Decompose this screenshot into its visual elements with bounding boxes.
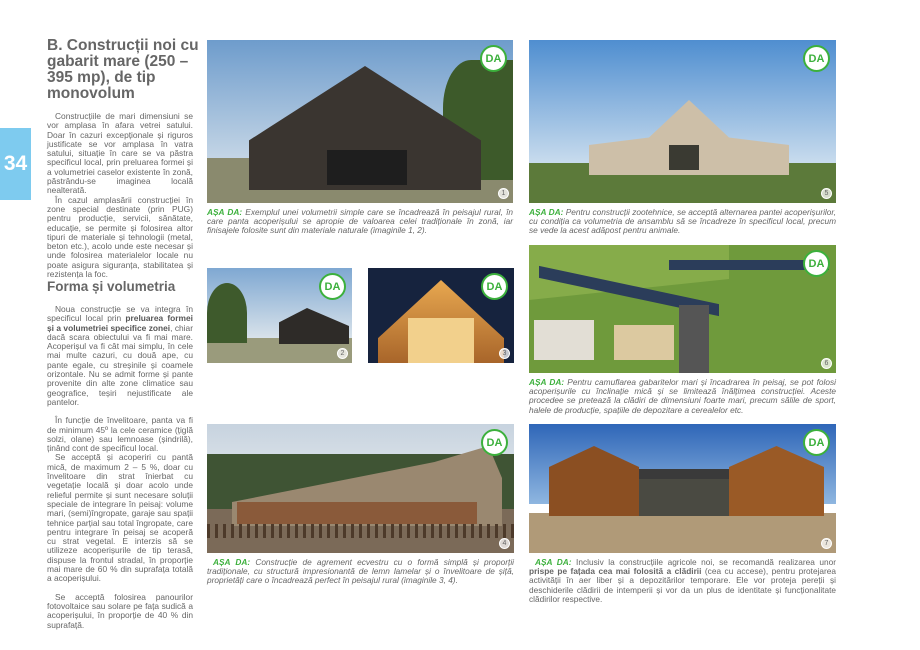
caption-images-1-2 [207,208,513,236]
caption-text: (cea cu accese), pentru protejarea activității în aer liber și a depozitărilor temporare. Ele vor proteja pereții și deschiderile clădirii de intemperii și vor da un plus de identitate și funcționalitate clădirilor respective. [529,566,837,604]
image-number: 7 [821,538,832,549]
da-badge [803,250,830,277]
badge-label: DA [486,436,503,449]
form-text [47,305,193,630]
image-number: 1 [498,188,509,199]
photo-barn-1 [207,40,513,203]
intro-text [47,112,193,279]
da-badge [803,429,830,456]
caption-label: AȘA DA: [213,557,251,567]
paragraph: În funcție de învelitoare, panta va fi de minimum 45º la cele ceramice (țiglă solzi, olane) sau lemnoase (șindrilă), ținând cont de specificul local. [47,415,193,454]
caption-image-5 [529,208,836,236]
badge-label: DA [808,52,825,65]
caption-text: Construcție de agrement ecvestru cu o formă simplă și proporții tradiționale, cu structură impresionantă de lemn lamelar și o învelitoare de șiță, proprietăți care o încadrează perfect în peisajul rural (imaginile 3, 4). [207,557,515,586]
photo-timber-structure [368,268,514,363]
caption-label: AȘA DA: [529,207,564,217]
badge-label: DA [808,257,825,270]
caption-image-7 [529,558,836,604]
badge-label: DA [808,436,825,449]
da-badge [480,45,507,72]
caption-label: AȘA DA: [207,207,243,217]
photo-equestrian-building [207,424,514,553]
page-number-tab [0,128,31,200]
intro-paragraph: Construcțiile de mari dimensiuni se vor amplasa în afara vetrei satului. Doar în cazuri excepționale și riguros justificate se vor amplasa în vatra satului, situație în care se va păstra specificul local, prin preluarea formei și a volumetriei caselor existente în zonă, păstrându-se imaginea locală nealterată. [47,111,193,196]
page-number: 34 [3,152,28,175]
da-badge [481,273,508,300]
text: Noua construcție se va integra în specificul local prin [47,304,193,324]
image-number: 6 [821,358,832,369]
bold-text: preluarea formei și a volumetriei specifice zonei [47,313,193,333]
caption-bold-text: prispe pe fațada cea mai folosită a clădirii [529,566,702,577]
photo-barn-2 [207,268,352,363]
da-badge [803,45,830,72]
photo-green-roof [529,245,836,373]
paragraph: Se acceptă și acoperiri cu pantă mică, de maximum 2 – 5 %, doar cu învelitoare din strat înierbat cu vegetație locală și doar acolo unde relieful permite și sunt necesare soluții speciale de integrare în peisaj: volume mari, (semi)îngropate, garaje sau spații tehnice parțial sau total îngropate, care pentru integrare în peisaj se acoperă cu strat vegetal. E interzis să se utilizeze acoperișurile de tip terasă, dispuse la frontul stradal, în proporție mai mare de 60 % din suprafața totală a acoperișului. [47,452,193,584]
da-badge [481,429,508,456]
badge-label: DA [486,280,503,293]
image-number: 5 [821,188,832,199]
image-number: 4 [499,538,510,549]
caption-image-6 [529,378,836,415]
caption-label: AȘA DA: [529,377,565,387]
intro-paragraph: În cazul amplasării construcției în zone special destinate (prin PUG) pentru producție, servicii, sănătate, educație, se permite și folosirea altor tipuri de materiale și tehnologii (metal, beton etc.), acolo unde este necesar și unde folosirea materialelor locale nu poate asigura siguranța, stabilitatea și rezistența la foc. [47,194,193,280]
badge-label: DA [324,280,341,293]
badge-label: DA [485,52,502,65]
da-badge [319,273,346,300]
section-heading: Forma și volumetria [47,279,176,294]
photo-agricultural-porch [529,424,836,553]
photo-animal-shelter [529,40,836,203]
paragraph [47,305,193,407]
caption-text: Pentru camuflarea gabaritelor mari și încadrarea în peisaj, se pot folosi acoperișurile cu înclinație mică și se limitează înălțimea construcției. Aceste procedee se pretează la clădiri de dimensiuni foarte mari, precum sălile de sport, halele de producție, spațiile de depozitare a cerealelor etc. [529,377,836,415]
caption-text: Exemplul unei volumetrii simple care se încadrează în peisajul rural, în care panta acoperișului se apropie de valoarea celei tradiționale în zonă, iar finisajele folosite sunt din materiale naturale (imaginile 1, 2). [207,207,514,236]
paragraph: Se acceptă folosirea panourilor fotovoltaice sau solare pe fața sudică a acoperișului, în proporție de 40 % din suprafață. [47,591,193,630]
caption-text: Pentru construcții zootehnice, se acceptă alternarea pantei acoperișurilor, cu condiția ca volumetria de ansamblu să se încadreze în specificul local, precum se vede la acest adăpost pentru animale. [529,207,836,236]
image-number: 3 [499,348,510,359]
caption-label: AȘA DA: [535,557,572,567]
caption-text: Inclusiv la construcțiile agricole noi, se recomandă realizarea unor [576,557,836,567]
text: , chiar dacă scara obiectului va fi mai mare. Acoperișul va fi cât mai simplu, în cele mai multe cazuri, cu două ape, cu pante egale, cu streșinile și coamele orizontale. Nu se admit forme și pante provenite din alte zone climatice sau geografice, teșiri nejustificate ale pantelor. [47,322,193,407]
image-number: 2 [337,348,348,359]
section-title: B. Construcții noi cu gabarit mare (250 – 395 mp), de tip monovolum [47,37,199,102]
caption-images-3-4 [207,558,514,586]
